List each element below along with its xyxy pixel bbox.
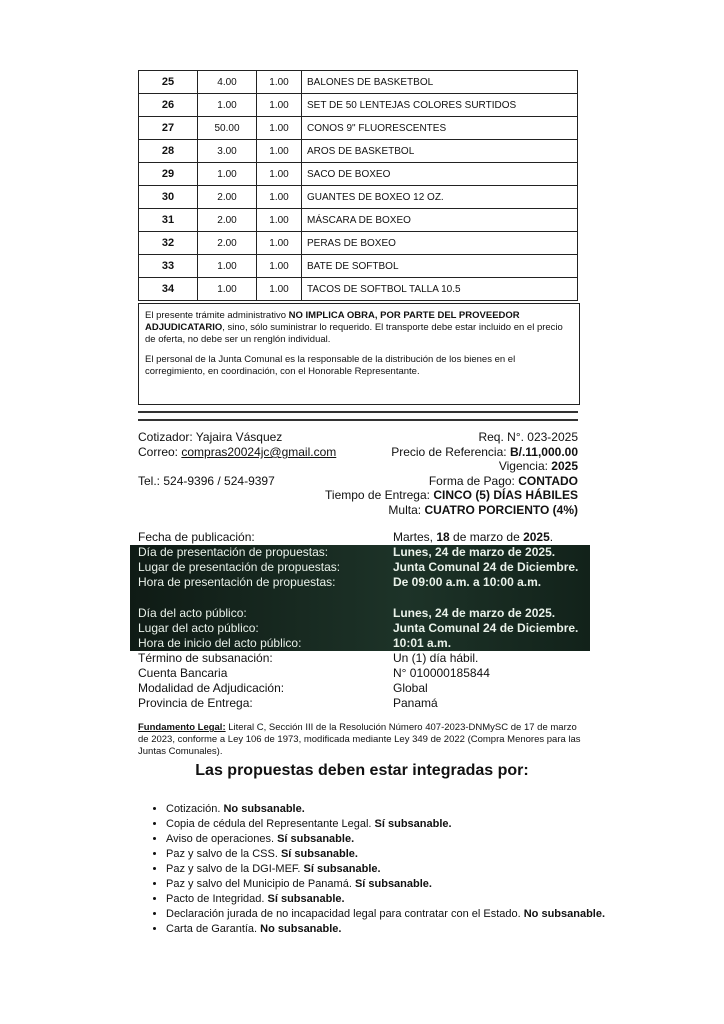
public-act-time-row [130, 636, 590, 651]
req-status: Sí subsanable. [267, 893, 345, 905]
pub-end: . [549, 530, 554, 544]
list-item [166, 892, 606, 907]
item-desc: SET DE 50 LENTEJAS COLORES SURTIDOS [302, 94, 578, 117]
item-qty: 1.00 [198, 94, 257, 117]
item-desc: BATE DE SOFTBOL [302, 255, 578, 278]
list-item [166, 907, 606, 922]
req-text: Cotización. [166, 803, 224, 815]
req-status: No subsanable. [260, 923, 342, 935]
item-number: 28 [139, 140, 198, 163]
row-label: Hora de presentación de propuestas: [138, 575, 336, 589]
list-item [166, 832, 606, 847]
req-number: Req. N°. 023-2025 [478, 430, 578, 444]
req-status: No subsanable. [223, 803, 305, 815]
penalty-label: Multa: [388, 503, 425, 517]
row-label: Cuenta Bancaria [138, 666, 228, 680]
item-number: 25 [139, 71, 198, 94]
reference-price [138, 445, 578, 460]
row-label: Término de subsanación: [138, 651, 273, 665]
row-value: Lunes, 24 de marzo de 2025. [393, 545, 556, 559]
delivery-label: Tiempo de Entrega: [325, 488, 434, 502]
presentation-place-row [130, 560, 590, 575]
item-desc: PERAS DE BOXEO [302, 232, 578, 255]
table-row [139, 278, 578, 301]
item-qty: 1.00 [198, 255, 257, 278]
table-row [139, 232, 578, 255]
row-value: Junta Comunal 24 de Diciembre. [393, 621, 579, 635]
items-table [138, 70, 578, 301]
note-emphasis: NO IMPLICA OBRA, POR PARTE DEL PROVEEDOR ADJUDICATARIO [145, 310, 520, 333]
item-desc: SACO DE BOXEO [302, 163, 578, 186]
notes-box [138, 303, 580, 405]
req-status: Sí subsanable. [277, 833, 355, 845]
item-number: 34 [139, 278, 198, 301]
req-text: Pacto de Integridad. [166, 893, 268, 905]
req-text: Copia de cédula del Representante Legal. [166, 818, 375, 830]
row-value: Un (1) día hábil. [393, 651, 479, 665]
item-number: 33 [139, 255, 198, 278]
separator [138, 411, 578, 421]
item-unit: 1.00 [257, 94, 302, 117]
item-unit: 1.00 [257, 255, 302, 278]
item-unit: 1.00 [257, 117, 302, 140]
pub-day: Martes, [393, 530, 437, 544]
penalty [138, 503, 578, 518]
req-status: Sí subsanable. [354, 878, 432, 890]
item-qty: 2.00 [198, 232, 257, 255]
item-unit: 1.00 [257, 186, 302, 209]
subsanation-row [130, 651, 590, 666]
price-label: Precio de Referencia: [391, 445, 510, 459]
row-label: Provincia de Entrega: [138, 696, 253, 710]
item-qty: 3.00 [198, 140, 257, 163]
list-item [166, 817, 606, 832]
item-desc: TACOS DE SOFTBOL TALLA 10.5 [302, 278, 578, 301]
req-status: Sí subsanable. [374, 818, 452, 830]
item-qty: 2.00 [198, 209, 257, 232]
phone: Tel.: 524-9396 / 524-9397 [138, 474, 275, 488]
item-desc: CONOS 9" FLUORESCENTES [302, 117, 578, 140]
row-label: Día del acto público: [138, 606, 247, 620]
row-value: 10:01 a.m. [393, 636, 452, 650]
payment-method [138, 474, 578, 489]
item-unit: 1.00 [257, 163, 302, 186]
item-qty: 4.00 [198, 71, 257, 94]
list-item [166, 862, 606, 877]
item-qty: 1.00 [198, 163, 257, 186]
req-text: Declaración jurada de no incapacidad legal para contratar con el Estado. [166, 908, 524, 920]
validity [138, 459, 578, 474]
table-row [139, 209, 578, 232]
row-value: Global [393, 681, 428, 695]
pub-month: de marzo de [449, 530, 524, 544]
delivery-time [138, 488, 578, 503]
item-number: 26 [139, 94, 198, 117]
item-desc: GUANTES DE BOXEO 12 OZ. [302, 186, 578, 209]
note-text: , sino, sólo suministrar lo requerido. El transporte debe estar incluido en el precio de oferta, no debe ser un renglón individual. [145, 322, 563, 345]
row-value [393, 530, 553, 545]
item-unit: 1.00 [257, 209, 302, 232]
table-row [139, 71, 578, 94]
schedule [130, 530, 590, 711]
award-mode-row [130, 681, 590, 696]
pub-date: 18 [436, 530, 450, 544]
req-text: Aviso de operaciones. [166, 833, 278, 845]
row-label: Día de presentación de propuestas: [138, 545, 329, 559]
row-value: Lunes, 24 de marzo de 2025. [393, 606, 556, 620]
row-value: Panamá [393, 696, 438, 710]
item-qty: 50.00 [198, 117, 257, 140]
price-value: B/.11,000.00 [509, 445, 578, 459]
req-text: Carta de Garantía. [166, 923, 261, 935]
item-number: 27 [139, 117, 198, 140]
item-desc: AROS DE BASKETBOL [302, 140, 578, 163]
item-desc: MÁSCARA DE BOXEO [302, 209, 578, 232]
item-number: 29 [139, 163, 198, 186]
row-value: N° 010000185844 [393, 666, 490, 680]
table-row [139, 94, 578, 117]
item-unit: 1.00 [257, 71, 302, 94]
legal-label: Fundamento Legal: [138, 722, 226, 733]
item-qty: 2.00 [198, 186, 257, 209]
row-value: Junta Comunal 24 de Diciembre. [393, 560, 579, 574]
table-row [139, 186, 578, 209]
delivery-province-row [130, 696, 590, 711]
table-row [139, 117, 578, 140]
penalty-value: CUATRO PORCIENTO (4%) [424, 503, 578, 517]
req-status: Sí subsanable. [303, 863, 381, 875]
cotizador: Cotizador: Yajaira Vásquez [138, 430, 283, 444]
row-label: Lugar del acto público: [138, 621, 259, 635]
item-unit: 1.00 [257, 140, 302, 163]
req-text: Paz y salvo de la CSS. [166, 848, 281, 860]
requirements-heading: Las propuestas deben estar integradas por: [195, 762, 529, 779]
item-desc: BALONES DE BASKETBOL [302, 71, 578, 94]
publication-row [130, 530, 590, 545]
legal-basis [138, 722, 582, 758]
validity-label: Vigencia: [498, 459, 552, 473]
req-text: Paz y salvo del Municipio de Panamá. [166, 878, 355, 890]
item-qty: 1.00 [198, 278, 257, 301]
table-row [139, 140, 578, 163]
table-row [139, 255, 578, 278]
item-unit: 1.00 [257, 232, 302, 255]
item-number: 31 [139, 209, 198, 232]
list-item [166, 877, 606, 892]
payment-label: Forma de Pago: [428, 474, 519, 488]
list-item [166, 847, 606, 862]
req-text: Paz y salvo de la DGI-MEF. [166, 863, 304, 875]
row-label: Lugar de presentación de propuestas: [138, 560, 341, 574]
note-paragraph: El personal de la Junta Comunal es la responsable de la distribución de los bienes en el corregimiento, en coordinación, con el Honorable Representante. [145, 354, 516, 377]
pub-year: 2025 [523, 530, 550, 544]
bank-account-row [130, 666, 590, 681]
delivery-value: CINCO (5) DÍAS HÁBILES [433, 488, 578, 502]
list-item [166, 802, 606, 817]
validity-value: 2025 [551, 459, 578, 473]
item-unit: 1.00 [257, 278, 302, 301]
public-act-place-row [130, 621, 590, 636]
row-label: Hora de inicio del acto público: [138, 636, 302, 650]
dark-block [130, 545, 590, 651]
req-status: Sí subsanable. [280, 848, 358, 860]
email-link[interactable]: compras20024jc@gmail.com [181, 445, 337, 459]
public-act-day-row [130, 606, 590, 621]
presentation-day-row [130, 545, 590, 560]
note-paragraph [145, 310, 573, 346]
row-value: De 09:00 a.m. a 10:00 a.m. [393, 575, 542, 589]
requirements-list [150, 802, 606, 937]
presentation-time-row [130, 575, 590, 590]
item-number: 30 [139, 186, 198, 209]
legal-text: Literal C, Sección III de la Resolución Número 407-2023-DNMySC de 17 de marzo de 2023, conforme a Ley 106 de 1973, modificada mediante Ley 349 de 2022 (Compra Menores para las Juntas Comunales). [138, 722, 581, 757]
list-item [166, 922, 606, 937]
note-text: El presente trámite administrativo [145, 310, 289, 321]
req-status: No subsanable. [523, 908, 606, 920]
email-label: Correo: [138, 445, 182, 459]
row-label: Modalidad de Adjudicación: [138, 681, 285, 695]
row-label: Fecha de publicación: [138, 530, 255, 544]
table-row [139, 163, 578, 186]
item-number: 32 [139, 232, 198, 255]
payment-value: CONTADO [518, 474, 578, 488]
